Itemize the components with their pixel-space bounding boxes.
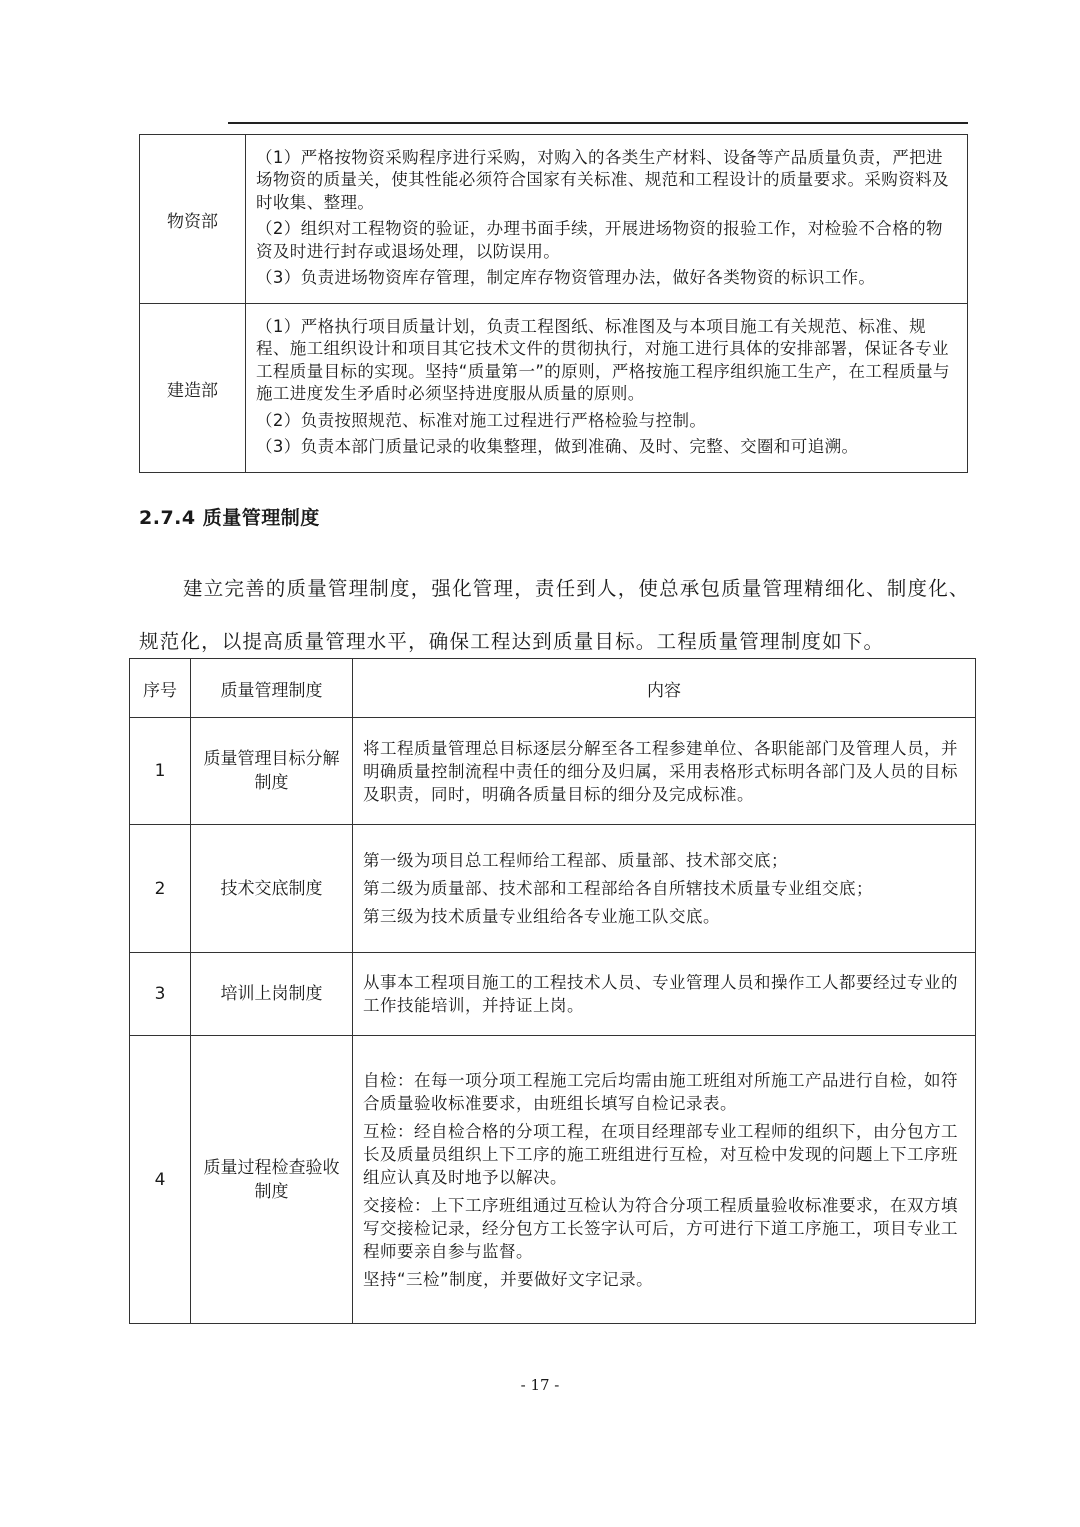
department-duties [246, 135, 968, 304]
content-paragraph: 从事本工程项目施工的工程技术人员、专业管理人员和操作工人都要经过专业的工作技能培训，并持证上岗。 [363, 973, 958, 1015]
section-heading: 2.7.4 质量管理制度 [139, 507, 320, 529]
system-name: 质量管理目标分解制度 [191, 718, 353, 825]
system-name: 培训上岗制度 [191, 953, 353, 1036]
system-content [353, 825, 976, 953]
system-content [353, 953, 976, 1036]
row-number: 4 [130, 1036, 191, 1324]
content-paragraph: 将工程质量管理总目标逐层分解至各工程参建单位、各职能部门及管理人员，并明确质量控制流程中责任的细分及归属，采用表格形式标明各部门及人员的目标及职责，同时，明确各质量目标的细分及完成标准。 [363, 738, 958, 804]
table-header-row [130, 659, 976, 718]
duty-item: （3）负责本部门质量记录的收集整理，做到准确、及时、完整、交圈和可追溯。 [256, 437, 859, 456]
duty-item: （2）组织对工程物资的验证，办理书面手续，开展进场物资的报验工作，对检验不合格的物资及时进行封存或退场处理，以防误用。 [256, 219, 943, 261]
column-header-no: 序号 [130, 659, 191, 718]
system-content [353, 1036, 976, 1324]
row-number: 1 [130, 718, 191, 825]
system-name: 质量过程检查验收制度 [191, 1036, 353, 1324]
content-paragraph: 交接检：上下工序班组通过互检认为符合分项工程质量验收标准要求，在双方填写交接检记录，经分包方工长签字认可后，方可进行下道工序施工，项目专业工程师要亲自参与监督。 [363, 1195, 958, 1261]
row-number: 3 [130, 953, 191, 1036]
department-duties-table [139, 134, 968, 473]
page-number: - 17 - [520, 1376, 560, 1394]
content-paragraph: 第二级为质量部、技术部和工程部给各自所辖技术质量专业组交底； [363, 879, 873, 898]
duty-item: （2）负责按照规范、标准对施工过程进行严格检验与控制。 [256, 410, 707, 430]
duty-item: （1）严格执行项目质量计划，负责工程图纸、标准图及与本项目施工有关规范、标准、规程、施工组织设计和项目其它技术文件的贯彻执行，对施工进行具体的安排部署，保证各专业工程质量目标的实现。坚持“质量第一”的原则，严格按施工程序组织施工生产，在工程质量与施工进度发生矛盾时必须坚持进度服从质量的原则。 [256, 316, 950, 403]
table-row [140, 304, 968, 473]
content-paragraph: 坚持“三检”制度，并要做好文字记录。 [363, 1269, 654, 1289]
system-name: 技术交底制度 [191, 825, 353, 953]
duty-item: （1）严格按物资采购程序进行采购，对购入的各类生产材料、设备等产品质量负责，严把进场物资的质量关，使其性能必须符合国家有关标准、规范和工程设计的质量要求。采购资料及时收集、整理。 [256, 147, 949, 212]
duty-item: （3）负责进场物资库存管理，制定库存物资管理办法，做好各类物资的标识工作。 [256, 268, 876, 287]
table-row [140, 135, 968, 304]
header-rule [228, 122, 968, 124]
system-content [353, 718, 976, 825]
table-row [130, 953, 976, 1036]
row-number: 2 [130, 825, 191, 953]
content-paragraph: 第一级为项目总工程师给工程部、质量部、技术部交底； [363, 851, 788, 870]
section-intro: 建立完善的质量管理制度，强化管理，责任到人，使总承包质量管理精细化、制度化、规范化，以提高质量管理水平，确保工程达到质量目标。工程质量管理制度如下。 [139, 577, 970, 653]
department-name: 物资部 [140, 135, 246, 304]
content-paragraph: 自检：在每一项分项工程施工完后均需由施工班组对所施工产品进行自检，如符合质量验收标准要求，由班组长填写自检记录表。 [363, 1070, 958, 1113]
column-header-system: 质量管理制度 [191, 659, 353, 718]
department-duties [246, 304, 968, 473]
department-name: 建造部 [140, 304, 246, 473]
table-row [130, 1036, 976, 1324]
content-paragraph: 第三级为技术质量专业组给各专业施工队交底。 [363, 907, 720, 926]
table-row [130, 825, 976, 953]
content-paragraph: 互检：经自检合格的分项工程，在项目经理部专业工程师的组织下，由分包方工长及质量员组织上下工序的施工班组进行互检，对互检中发现的问题上下工序班组应认真及时地予以解决。 [363, 1121, 958, 1187]
table-row [130, 718, 976, 825]
quality-system-table [129, 658, 976, 1324]
column-header-content: 内容 [353, 659, 976, 718]
